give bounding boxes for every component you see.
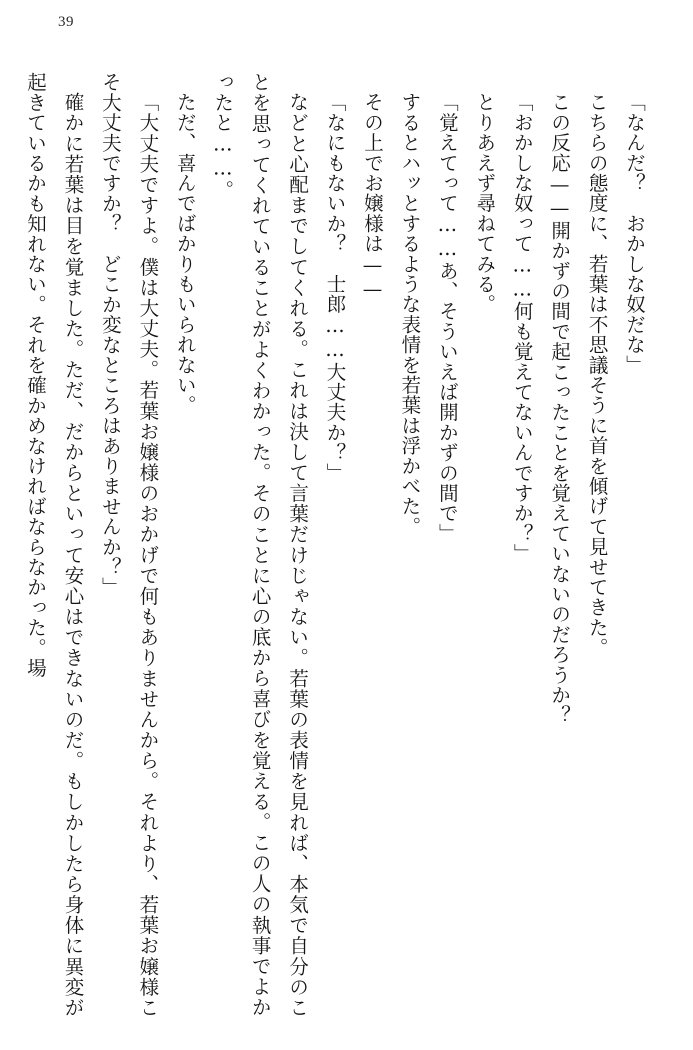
paragraph: 「覚えてって……あ、そういえば開かずの間で」 [435, 91, 459, 543]
paragraph: こちらの態度に、若葉は不思議そうに首を傾げて見せてきた。 [585, 91, 609, 658]
paragraph: とりあえず尋ねてみる。 [473, 91, 497, 314]
paragraph: 確かに若葉は目を覚ました。ただ、だからといって安心はできないのだ。もしかしたら身体に異変が起きているかも知れない。それを確かめなければならなかった。場 [24, 72, 85, 1017]
paragraph: 「おかしな奴って……何も覚えてないんですか？」 [510, 91, 534, 564]
paragraph: 「なんだ？ おかしな奴だな」 [623, 91, 646, 375]
paragraph: 「なにもないか？ 士郎……大丈夫か？」 [323, 91, 347, 483]
paragraph: 「大丈夫ですよ。僕は大丈夫。若葉お嬢様のおかげで何もありませんから。それより、若葉お嬢様こそ大丈夫ですか？ どこか変なところはありませんか？」 [98, 72, 160, 1017]
paragraph: などと心配までしてくれる。これは決して言葉だけじゃない。若葉の表情を見れば、本気で自分のことを思ってくれていることがよくわかった。そのことに心の底から喜びを覚える。この人の執事でよかったと……。 [211, 72, 310, 1017]
body-text [24, 72, 653, 1017]
paragraph: するとハッとするような表情を若葉は浮かべた。 [398, 91, 422, 536]
paragraph: この反応——開かずの間で起こったことを覚えていないのだろうか？ [548, 91, 572, 725]
page-number: 39 [58, 14, 74, 30]
paragraph: ただ、喜んでばかりもいられない。 [173, 91, 197, 415]
paragraph: その上でお嬢様は—— [360, 91, 384, 301]
